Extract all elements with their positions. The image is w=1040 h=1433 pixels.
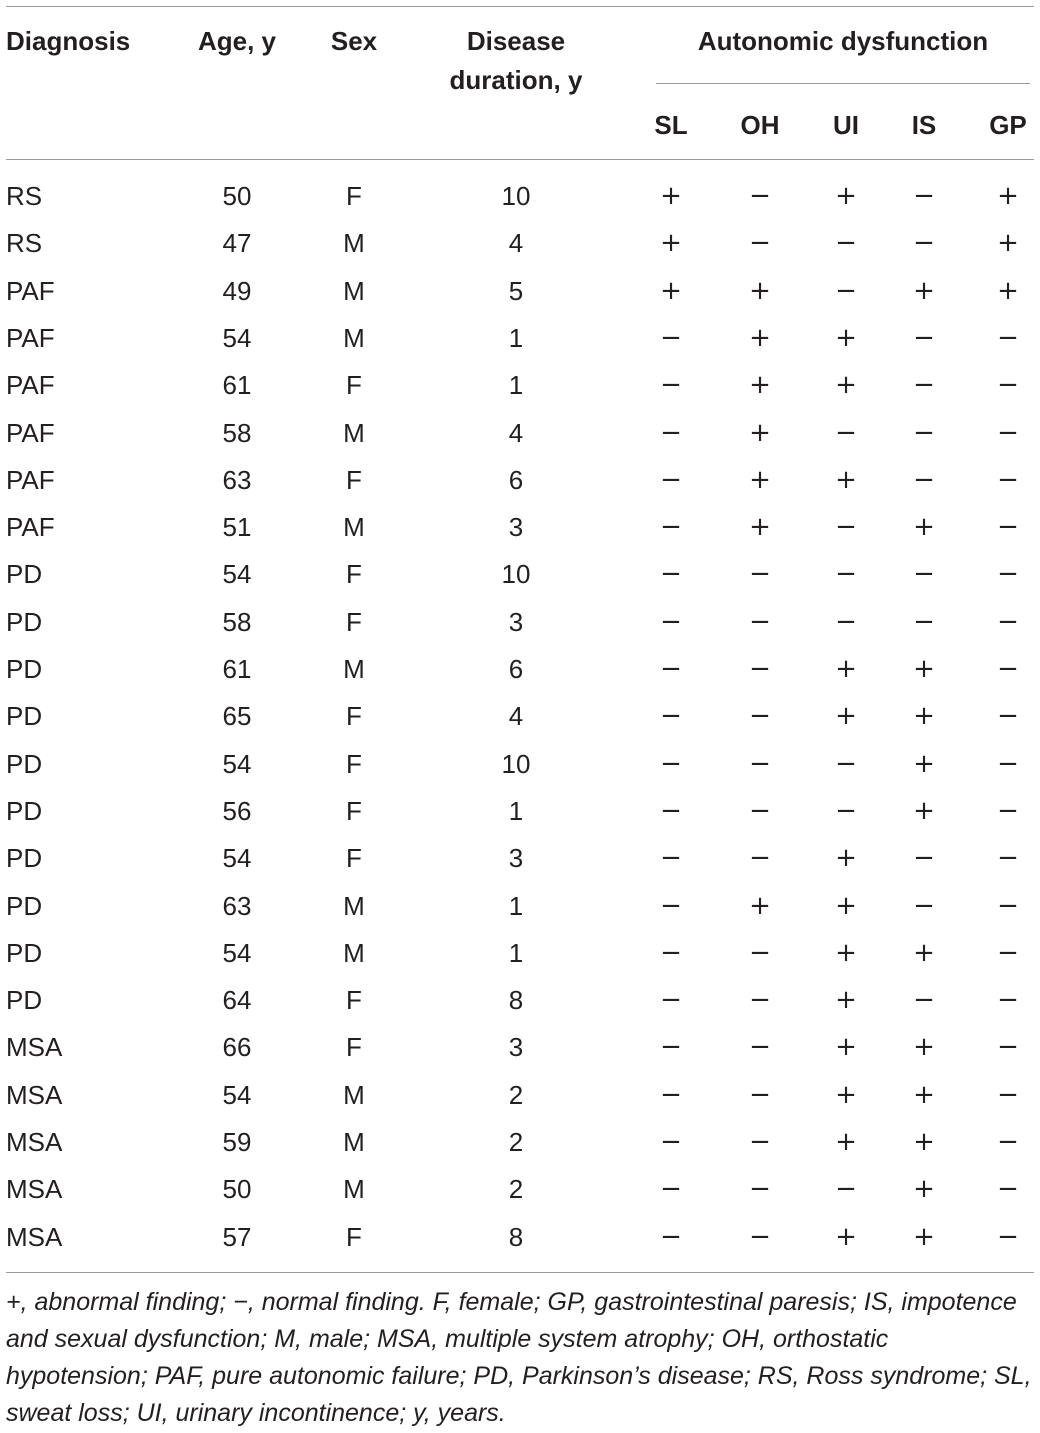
cell-is: +	[913, 512, 935, 543]
cell-diagnosis: PD	[6, 937, 43, 968]
cell-oh: −	[749, 843, 771, 874]
cell-diagnosis: RS	[6, 228, 43, 259]
cell-ui: +	[835, 322, 857, 353]
autonomic-subheader-rule	[656, 83, 1030, 84]
cell-gp: −	[997, 701, 1019, 732]
cell-sl: −	[660, 606, 682, 637]
header-ui: UI	[833, 110, 859, 140]
cell-gp: −	[997, 890, 1019, 921]
cell-is: +	[913, 1032, 935, 1063]
cell-oh: −	[749, 559, 771, 590]
cell-sex: F	[346, 701, 362, 732]
bottom-rule	[6, 1272, 1034, 1273]
cell-ui: −	[835, 748, 857, 779]
cell-is: +	[913, 701, 935, 732]
cell-is: −	[913, 843, 935, 874]
cell-sex: F	[346, 1221, 362, 1252]
cell-ui: +	[835, 654, 857, 684]
cell-duration: 3	[508, 512, 524, 543]
header-duration-line2: duration, y	[449, 65, 583, 95]
cell-diagnosis: PD	[6, 748, 43, 779]
cell-oh: +	[749, 890, 771, 921]
cell-oh: −	[749, 985, 771, 1016]
cell-sex: M	[343, 1127, 365, 1157]
cell-diagnosis: MSA	[6, 1127, 63, 1157]
cell-duration: 8	[508, 985, 524, 1016]
cell-sex: F	[346, 748, 362, 779]
cell-age: 56	[222, 795, 252, 826]
table-row	[0, 504, 1040, 551]
cell-age: 58	[222, 606, 252, 637]
cell-sl: +	[660, 228, 682, 259]
cell-sl: −	[660, 890, 682, 921]
cell-oh: −	[749, 937, 771, 968]
cell-is: +	[913, 795, 935, 826]
table-row	[0, 551, 1040, 598]
cell-oh: −	[749, 1032, 771, 1063]
cell-gp: −	[997, 748, 1019, 779]
cell-sl: −	[660, 1221, 682, 1252]
cell-sl: −	[660, 1127, 682, 1157]
cell-sex: F	[346, 1032, 362, 1063]
cell-age: 61	[222, 370, 252, 401]
table-row	[0, 693, 1040, 740]
table-row	[0, 1214, 1040, 1261]
cell-sl: −	[660, 417, 682, 448]
cell-oh: −	[749, 1174, 771, 1205]
table-row	[0, 1166, 1040, 1213]
cell-sex: M	[343, 275, 365, 306]
cell-oh: +	[749, 512, 771, 543]
cell-duration: 10	[501, 181, 531, 211]
cell-sl: −	[660, 748, 682, 779]
cell-diagnosis: PD	[6, 843, 43, 874]
cell-age: 65	[222, 701, 252, 732]
header-is: IS	[911, 110, 937, 140]
cell-diagnosis: RS	[6, 181, 43, 211]
cell-ui: −	[835, 606, 857, 637]
cell-duration: 3	[508, 1032, 524, 1063]
cell-gp: −	[997, 654, 1019, 684]
cell-ui: +	[835, 1127, 857, 1157]
cell-is: −	[913, 322, 935, 353]
table-row	[0, 646, 1040, 693]
cell-sex: M	[343, 228, 365, 259]
cell-oh: −	[749, 606, 771, 637]
cell-diagnosis: PD	[6, 606, 43, 637]
cell-age: 63	[222, 890, 252, 921]
cell-age: 66	[222, 1032, 252, 1063]
cell-gp: −	[997, 985, 1019, 1016]
cell-sl: −	[660, 464, 682, 495]
cell-age: 57	[222, 1221, 252, 1252]
cell-oh: +	[749, 417, 771, 448]
cell-age: 50	[222, 181, 252, 211]
cell-duration: 2	[508, 1174, 524, 1205]
cell-age: 54	[222, 937, 252, 968]
cell-duration: 2	[508, 1127, 524, 1157]
cell-is: −	[913, 464, 935, 495]
cell-sl: −	[660, 559, 682, 590]
cell-sl: −	[660, 512, 682, 543]
cell-duration: 1	[508, 795, 524, 826]
cell-diagnosis: PAF	[6, 322, 55, 353]
cell-sex: F	[346, 985, 362, 1016]
header-autonomic-dysfunction: Autonomic dysfunction	[697, 26, 989, 56]
cell-sl: −	[660, 937, 682, 968]
cell-duration: 1	[508, 937, 524, 968]
cell-ui: −	[835, 275, 857, 306]
cell-duration: 6	[508, 464, 524, 495]
cell-sex: F	[346, 843, 362, 874]
cell-ui: +	[835, 1032, 857, 1063]
cell-sl: −	[660, 322, 682, 353]
cell-sex: M	[343, 1079, 365, 1110]
cell-oh: +	[749, 275, 771, 306]
cell-oh: −	[749, 1127, 771, 1157]
cell-duration: 2	[508, 1079, 524, 1110]
cell-diagnosis: PAF	[6, 275, 55, 306]
table-row	[0, 835, 1040, 882]
cell-duration: 3	[508, 606, 524, 637]
cell-ui: −	[835, 512, 857, 543]
cell-is: +	[913, 937, 935, 968]
cell-ui: −	[835, 1174, 857, 1205]
cell-sex: M	[343, 937, 365, 968]
cell-duration: 6	[508, 654, 524, 684]
cell-oh: −	[749, 654, 771, 684]
cell-diagnosis: PD	[6, 701, 43, 732]
cell-is: +	[913, 1174, 935, 1205]
cell-sex: F	[346, 559, 362, 590]
cell-sex: M	[343, 890, 365, 921]
table-row	[0, 220, 1040, 267]
cell-age: 61	[222, 654, 252, 684]
cell-oh: +	[749, 370, 771, 401]
header-age: Age, y	[197, 26, 277, 56]
cell-diagnosis: PD	[6, 559, 43, 590]
cell-sex: M	[343, 512, 365, 543]
cell-oh: −	[749, 748, 771, 779]
cell-sl: −	[660, 1079, 682, 1110]
cell-duration: 4	[508, 228, 524, 259]
cell-sex: F	[346, 464, 362, 495]
header-sl: SL	[654, 110, 688, 140]
cell-duration: 1	[508, 370, 524, 401]
table-row	[0, 930, 1040, 977]
cell-duration: 1	[508, 890, 524, 921]
cell-ui: −	[835, 417, 857, 448]
cell-oh: −	[749, 228, 771, 259]
cell-is: +	[913, 654, 935, 684]
table-row	[0, 788, 1040, 835]
cell-oh: +	[749, 464, 771, 495]
header-diagnosis: Diagnosis	[6, 26, 131, 56]
cell-diagnosis: PAF	[6, 512, 55, 543]
table-row	[0, 173, 1040, 220]
cell-ui: −	[835, 795, 857, 826]
cell-duration: 4	[508, 417, 524, 448]
cell-sl: −	[660, 985, 682, 1016]
cell-sl: −	[660, 795, 682, 826]
cell-duration: 4	[508, 701, 524, 732]
cell-gp: −	[997, 937, 1019, 968]
table-row	[0, 883, 1040, 930]
cell-sex: F	[346, 795, 362, 826]
cell-ui: +	[835, 1221, 857, 1252]
cell-age: 54	[222, 559, 252, 590]
cell-ui: −	[835, 559, 857, 590]
cell-sex: M	[343, 417, 365, 448]
cell-ui: +	[835, 370, 857, 401]
cell-age: 64	[222, 985, 252, 1016]
cell-gp: +	[997, 275, 1019, 306]
cell-is: −	[913, 181, 935, 211]
table-row	[0, 268, 1040, 315]
cell-gp: −	[997, 795, 1019, 826]
cell-is: −	[913, 985, 935, 1016]
cell-gp: −	[997, 417, 1019, 448]
cell-diagnosis: PAF	[6, 464, 55, 495]
top-rule	[6, 6, 1034, 7]
header-oh: OH	[740, 110, 780, 140]
header-gp: GP	[989, 110, 1027, 140]
cell-is: −	[913, 417, 935, 448]
cell-oh: −	[749, 701, 771, 732]
cell-ui: −	[835, 228, 857, 259]
cell-sl: +	[660, 275, 682, 306]
cell-is: −	[913, 606, 935, 637]
cell-duration: 5	[508, 275, 524, 306]
cell-age: 54	[222, 1079, 252, 1110]
cell-gp: +	[997, 181, 1019, 211]
cell-age: 54	[222, 748, 252, 779]
cell-diagnosis: PAF	[6, 370, 55, 401]
cell-age: 47	[222, 228, 252, 259]
cell-diagnosis: PD	[6, 795, 43, 826]
cell-sl: +	[660, 181, 682, 211]
cell-duration: 10	[501, 559, 531, 590]
cell-duration: 8	[508, 1221, 524, 1252]
cell-sl: −	[660, 654, 682, 684]
cell-gp: −	[997, 606, 1019, 637]
cell-sl: −	[660, 1032, 682, 1063]
cell-sex: F	[346, 606, 362, 637]
table-row	[0, 1072, 1040, 1119]
cell-oh: −	[749, 795, 771, 826]
cell-duration: 1	[508, 322, 524, 353]
cell-is: −	[913, 559, 935, 590]
cell-gp: −	[997, 1032, 1019, 1063]
cell-is: −	[913, 228, 935, 259]
table-row	[0, 410, 1040, 457]
cell-gp: −	[997, 370, 1019, 401]
cell-diagnosis: MSA	[6, 1221, 63, 1252]
table-row	[0, 315, 1040, 362]
cell-gp: −	[997, 322, 1019, 353]
table-row	[0, 362, 1040, 409]
cell-diagnosis: MSA	[6, 1174, 63, 1205]
cell-age: 58	[222, 417, 252, 448]
cell-ui: +	[835, 985, 857, 1016]
cell-sex: F	[346, 370, 362, 401]
cell-diagnosis: MSA	[6, 1079, 63, 1110]
cell-sl: −	[660, 701, 682, 732]
table-row	[0, 977, 1040, 1024]
cell-diagnosis: PAF	[6, 417, 55, 448]
cell-sex: F	[346, 181, 362, 211]
cell-diagnosis: PD	[6, 985, 43, 1016]
cell-oh: −	[749, 1079, 771, 1110]
cell-ui: +	[835, 181, 857, 211]
cell-sl: −	[660, 370, 682, 401]
cell-is: +	[913, 275, 935, 306]
table-row	[0, 1119, 1040, 1166]
cell-gp: −	[997, 1174, 1019, 1205]
cell-gp: +	[997, 228, 1019, 259]
cell-age: 63	[222, 464, 252, 495]
cell-ui: +	[835, 937, 857, 968]
table-row	[0, 457, 1040, 504]
cell-gp: −	[997, 1127, 1019, 1157]
cell-age: 51	[222, 512, 252, 543]
cell-is: −	[913, 890, 935, 921]
cell-age: 50	[222, 1174, 252, 1205]
cell-diagnosis: MSA	[6, 1032, 63, 1063]
cell-diagnosis: PD	[6, 890, 43, 921]
table-row	[0, 741, 1040, 788]
header-sex: Sex	[330, 26, 378, 56]
cell-ui: +	[835, 1079, 857, 1110]
cell-is: +	[913, 1127, 935, 1157]
cell-ui: +	[835, 843, 857, 874]
cell-age: 49	[222, 275, 252, 306]
cell-is: +	[913, 1221, 935, 1252]
cell-is: −	[913, 370, 935, 401]
cell-age: 59	[222, 1127, 252, 1157]
cell-sex: M	[343, 322, 365, 353]
header-rule	[6, 159, 1034, 160]
cell-sex: M	[343, 654, 365, 684]
cell-oh: −	[749, 181, 771, 211]
cell-duration: 3	[508, 843, 524, 874]
cell-sl: −	[660, 1174, 682, 1205]
cell-ui: +	[835, 890, 857, 921]
cell-gp: −	[997, 464, 1019, 495]
cell-ui: +	[835, 464, 857, 495]
header-duration-line1: Disease	[466, 26, 566, 56]
cell-gp: −	[997, 843, 1019, 874]
table-row	[0, 1024, 1040, 1071]
cell-age: 54	[222, 843, 252, 874]
cell-oh: −	[749, 1221, 771, 1252]
cell-gp: −	[997, 512, 1019, 543]
cell-sex: M	[343, 1174, 365, 1205]
cell-is: +	[913, 1079, 935, 1110]
cell-oh: +	[749, 322, 771, 353]
cell-is: +	[913, 748, 935, 779]
cell-diagnosis: PD	[6, 654, 43, 684]
cell-gp: −	[997, 1079, 1019, 1110]
cell-age: 54	[222, 322, 252, 353]
cell-gp: −	[997, 1221, 1019, 1252]
cell-gp: −	[997, 559, 1019, 590]
table-row	[0, 599, 1040, 646]
cell-duration: 10	[501, 748, 531, 779]
cell-sl: −	[660, 843, 682, 874]
cell-ui: +	[835, 701, 857, 732]
table-footnote: +, abnormal finding; −, normal finding. F, female; GP, gastrointestinal paresis; IS, impotence and sexual dysfunction; M, male; MSA, multiple system atrophy; OH, orthostatic hypotension; PAF, pure autonomic failure; PD, Parkinson’s disease; RS, Ross syndrome; SL, sweat loss; UI, urinary incontinence; y, years.	[6, 1288, 1032, 1427]
